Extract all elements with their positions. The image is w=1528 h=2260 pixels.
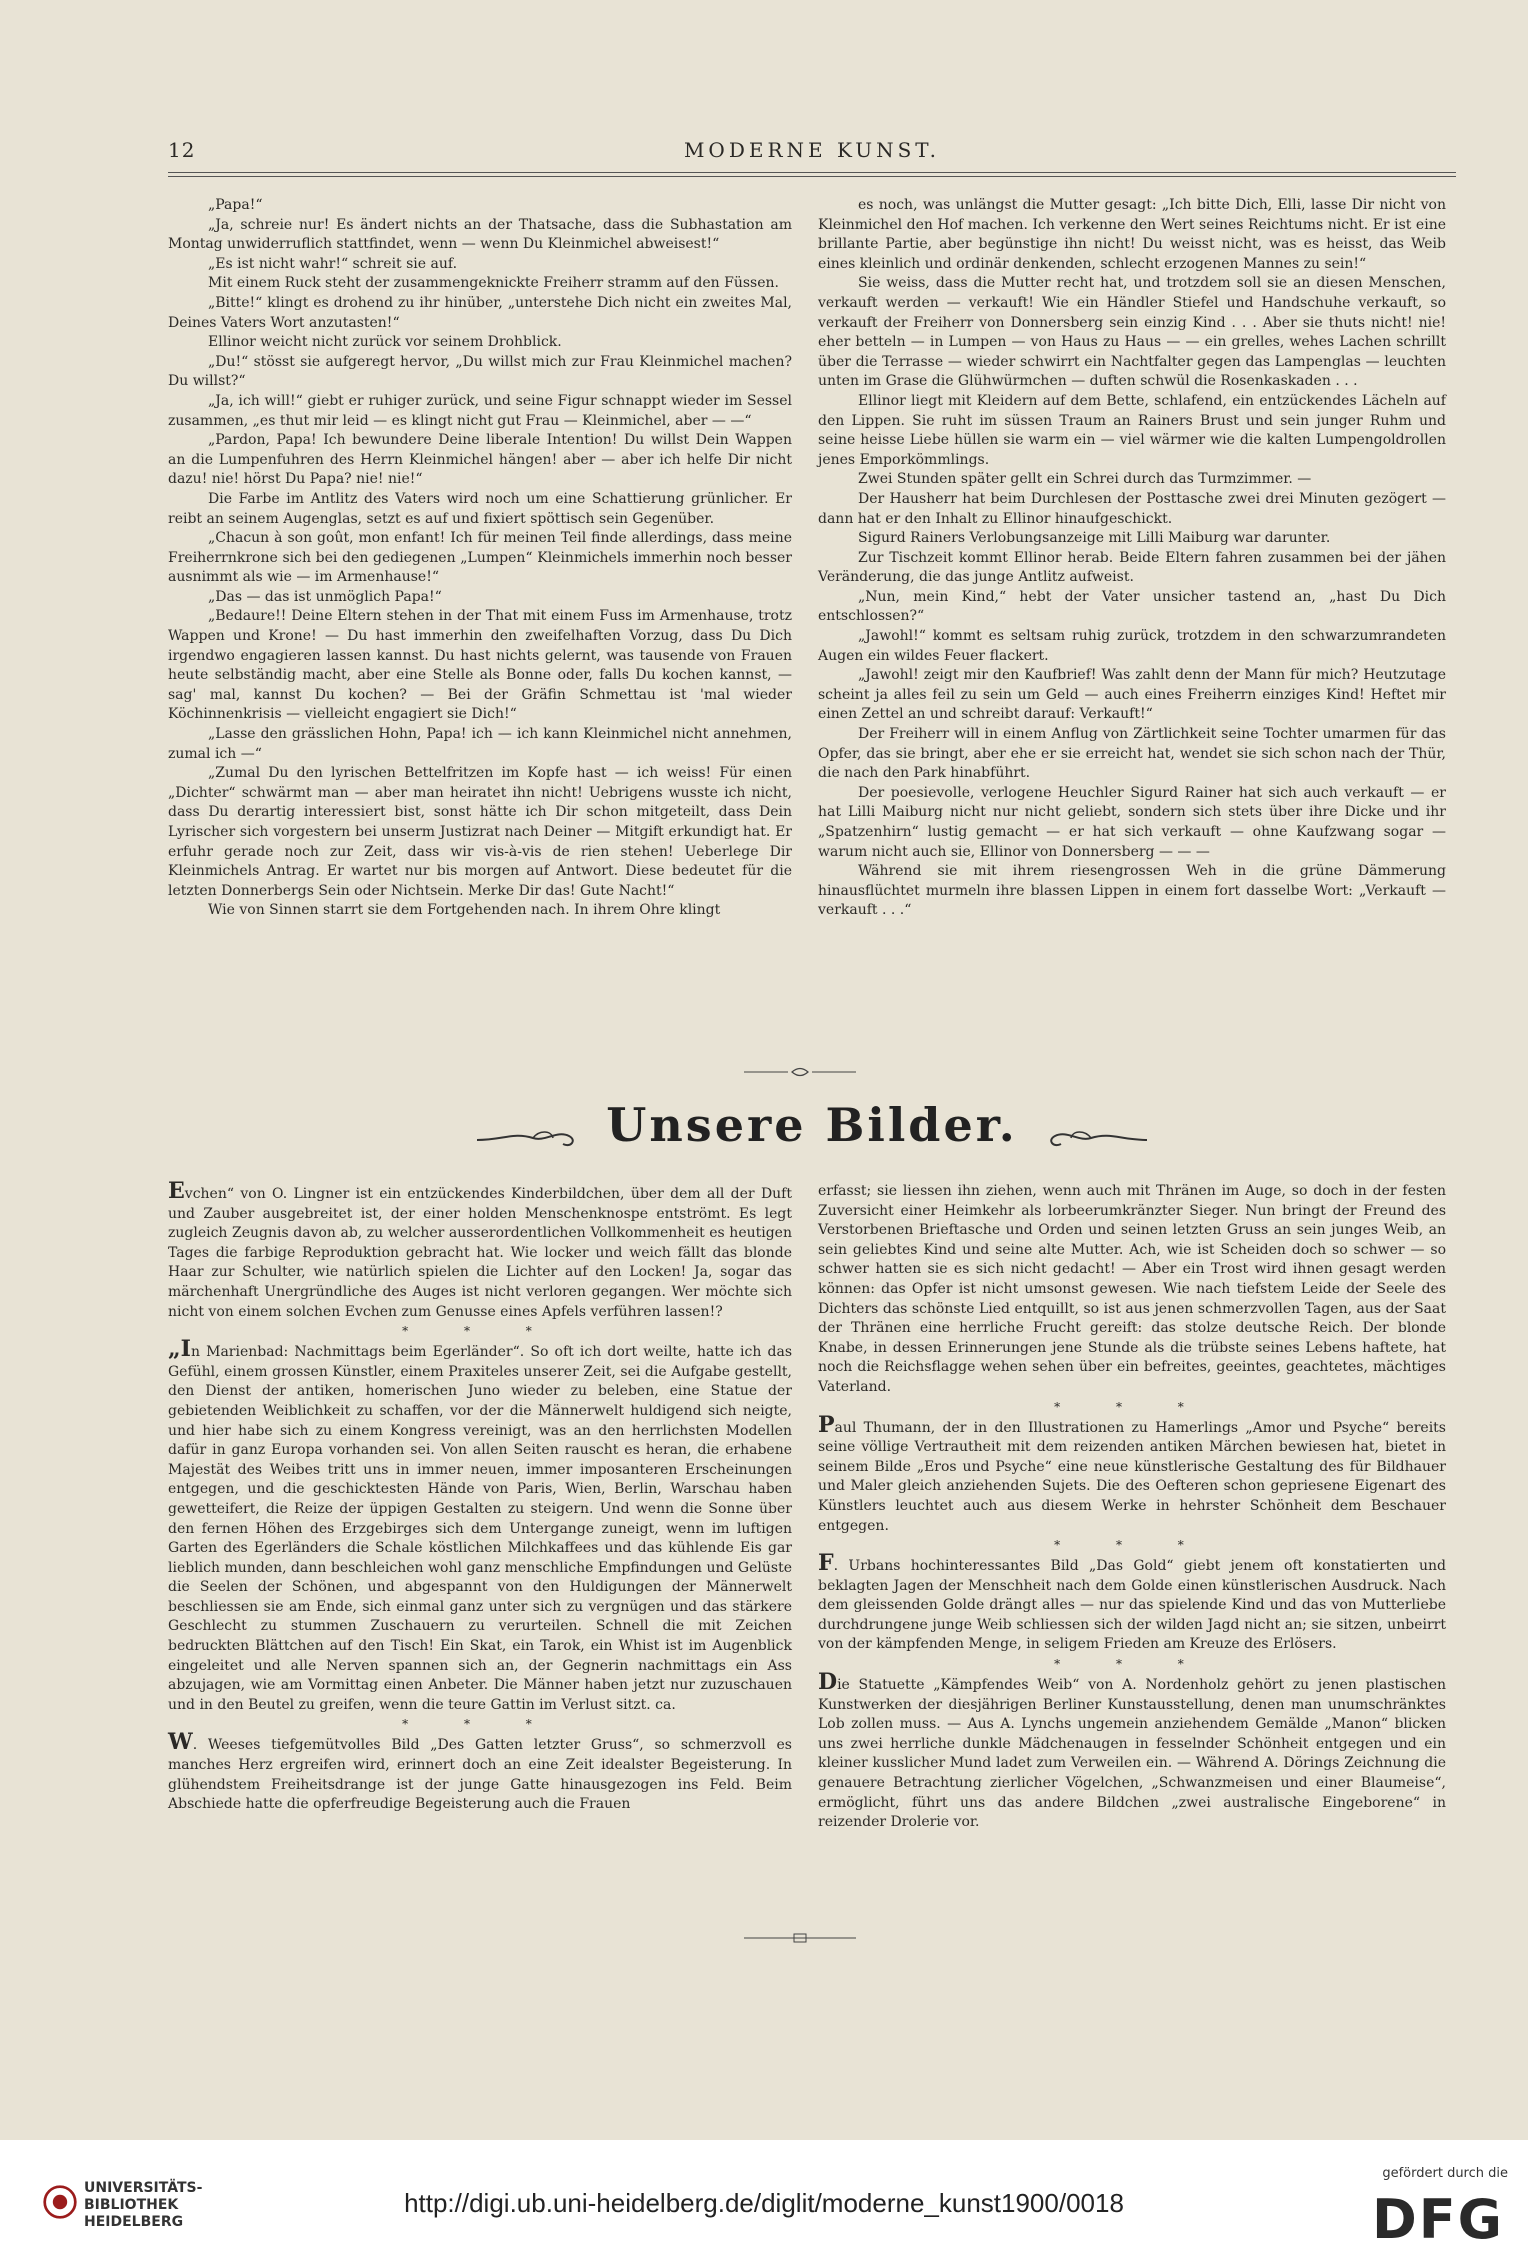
initial-letter: W <box>168 1729 193 1756</box>
picture-description <box>818 1411 1446 1537</box>
right-flourish-icon <box>1041 1122 1151 1152</box>
section-separator-stars: * * * <box>402 1717 558 1732</box>
section-separator-stars: * * * <box>1054 1538 1210 1553</box>
description-text: n Marienbad: Nachmittags beim Egerländer“. So oft ich dort weilte, hatte ich das Gefühl, einem grossen Künstler, einem Praxiteles unserer Zeit, sei die Aufgabe gestellt, den Dienst der antiken, homerischen Juno wieder zu beleben, eine Statue der gebietenden Weiblichkeit zu schaffen, vor der die Männerwelt huldigend sich neigte, und hier habe sich zu einem Kongress vereinigt, was an den herrlichsten Modellen dafür in ganz Europa vorhanden sei. Von allen Seiten rauscht es heran, die erhabene Majestät des Weibes tritt uns in immer neuen, immer imposanteren Erscheinungen entgegen, und die geschicktesten Hände von Paris, Wien, Berlin, Warschau haben gewetteifert, die Reize der üppigen Gestalten zu steigern. Und wenn die Sonne über den fernen Höhen des Erzgebirges sich dem Untergange zuneigt, wenn im luftigen Garten des Egerländers die Schale köstlichen Milchkaffees und das kühlende Eis gar lieblich munden, dann beschleichen wohl ganz menschliche Empfindungen und Gelüste die Seelen der Schönen, und abgespannt von den Huldigungen der Männerwelt beschliessen sie am Ende, sich einmal ganz unter sich zu vergnügen und das stärkere Geschlecht zu stummen Zuschauern zu verurteilen. Schnell die mit Zeichen bedruckten Blättchen auf den Tisch! Ein Skat, ein Tarok, ein Whist ist im Augenblick eingeleitet und alle Nerven spannen sich an, der Gegnerin nachmittags ein Ass abzujagen, wie am Vormittag einen Anbeter. Die Männer haben jetzt nur zuzuschauen und in den Beutel zu greifen, wenn die teure Gattin im Verlust sitzt. ca. <box>168 1344 792 1713</box>
story-paragraph: „Jawohl!“ kommt es seltsam ruhig zurück, trotzdem in den schwarzumrandeten Augen ein wildes Feuer flackert. <box>818 628 1446 664</box>
story-paragraph: Ellinor weicht nicht zurück vor seinem Drohblick. <box>208 334 562 351</box>
story-column-left <box>168 196 792 921</box>
story-paragraph: Zur Tischzeit kommt Ellinor herab. Beide Eltern fahren zusammen bei der jähen Veränderung, die das junge Antlitz aufweist. <box>818 549 1446 586</box>
description-text: . Weeses tiefgemütvolles Bild „Des Gatten letzter Gruss“, so schmerzvoll es manches Herz ergreifen wird, erinnert doch an eine Zeit idealster Begeisterung. In glühendstem Freiheitsdrange ist der junge Gatte hinausgezogen ins Feld. Beim Abschiede hatte die opferfreudige Begeisterung auch die Frauen <box>168 1737 792 1813</box>
picture-description <box>168 1336 792 1715</box>
description-text: aul Thumann, der in den Illustrationen zu Hamerlings „Amor und Psyche“ bereits seine völlige Vertrautheit mit dem reizenden antiken Märchen bewiesen hat, bietet in seinem Bilde „Eros und Psyche“ eine neue künstlerische Gestaltung des für Bildhauer und Maler gleich anziehenden Sujets. Die des Oefteren schon gepriesene Eigenart des Künstlers leuchtet auch aus diesem Werke in hehrster Schönheit dem Beschauer entgegen. <box>818 1419 1446 1534</box>
section-separator-stars: * * * <box>1054 1657 1210 1672</box>
story-paragraph: „Du!“ stösst sie aufgeregt hervor, „Du willst mich zur Frau Kleinmichel machen? Du willst?“ <box>168 353 792 390</box>
library-line: HEIDELBERG <box>84 2214 184 2230</box>
story-paragraph: Sie weiss, dass die Mutter recht hat, und trotzdem soll sie an diesen Menschen, verkauft werden — verkauft! Wie ein Händler Stiefel und Handschuhe verkauft, so verkauft der Freiherr von Donnersberg sein einzig Kind . . . Aber sie thuts nicht! nie! eher betteln — in Lumpen — von Haus zu Haus — — ein grelles, wehes Lachen schrillt über die Terrasse — wieder schwirrt ein Nachtfalter gegen das Lampenglas — leuchten unten im Grase die Glühwürmchen — duften schwül die Rosenkaskaden . . . <box>818 275 1446 390</box>
bilder-column-left <box>168 1178 792 1815</box>
initial-letter: F <box>818 1550 834 1577</box>
story-paragraph: „Pardon, Papa! Ich bewundere Deine liberale Intention! Du willst Dein Wappen an die Lumpenfuhren des Herrn Kleinmichel hängen! aber — aber ich helfe Dir nicht dazu! nie! hörst Du Papa? nie! nie!“ <box>168 432 792 488</box>
story-paragraph: Ellinor liegt mit Kleidern auf dem Bette, schlafend, ein entzückendes Lächeln auf den Lippen. Sie ruht im süssen Traum an Rainers Brust und sein junger Ruhm und seine heisse Liebe hüllen sie warm ein — viel wärmer wie die kalten Lumpengoldrollen jenes Emporkömmlings. <box>818 392 1446 468</box>
description-text: . Urbans hochinteressantes Bild „Das Gold“ giebt jenem oft konstatierten und beklagten Jagen der Menschheit nach dem Golde einen künstlerischen Ausdruck. Nach dem gleissenden Golde drängt alles — nur das spielende Kind und das von Mutterliebe durchdrungene junge Weib schliessen sich der wilden Jagd nicht an; sie sitzen, unbeirrt von der kämpfenden Menge, in seligem Frieden am Kreuze des Erlösers. <box>818 1558 1446 1653</box>
story-paragraph: Der poesievolle, verlogene Heuchler Sigurd Rainer hat sich auch verkauft — er hat Lilli Maiburg nicht nur nicht geliebt, sondern sich stets über ihre Dicke und ihr „Spatzenhirn“ lustig gemacht — er hat sich verkauft — ohne Kaufzwang sogar — warum nicht auch sie, Ellinor von Donnersberg — — — <box>818 784 1446 860</box>
page-end-ornament <box>700 1930 900 1949</box>
page-header <box>168 138 1456 168</box>
picture-description <box>168 1178 792 1322</box>
header-rule <box>168 172 1456 173</box>
section-heading <box>168 1098 1456 1168</box>
dfg-logo: DFG <box>1371 2188 1504 2251</box>
ornament-icon <box>740 1064 860 1080</box>
story-paragraph: Während sie mit ihrem riesengrossen Weh in die grüne Dämmerung hinausflüchtet murmeln ihre blassen Lippen in einem fort dasselbe Wort: „Verkauft — verkauft . . .“ <box>818 863 1446 919</box>
header-rule-thin <box>168 176 1456 177</box>
story-paragraph: Wie von Sinnen starrt sie dem Fortgehenden nach. In ihrem Ohre klingt <box>208 902 721 919</box>
story-paragraph: „Ja, ich will!“ giebt er ruhiger zurück, und seine Figur schnappt wieder im Sessel zusammen, „es thut mir leid — es klingt nicht gut Frau — Kleinmichel, aber — —“ <box>168 392 792 429</box>
description-text: erfasst; sie liessen ihn ziehen, wenn auch mit Thränen im Auge, so doch in der festen Zuversicht einer Heimkehr als lorbeerumkränzter Sieger. Nun bringt der Freund des Verstorbenen Brieftasche und Orden und seinen letzten Gruss an sein junges Weib, an sein geliebtes Kind und seine alte Mutter. Ach, wie ist Scheiden doch so schwer — so schwer hatten sie es sich nicht gedacht! — Aber ein Trost wird ihnen gesagt werden können: das Opfer ist nicht umsonst gewesen. Wie nach tiefstem Leide der Seele des Dichters das schönste Lied entquillt, so ist aus jenen schmerzvollen Tagen, aus der Saat der Thränen eine herrliche Frucht gereift: das stolze deutsche Reich. Der blonde Knabe, in dessen Erinnerungen jene Stunde als die trübste seines Lebens haftete, hat noch die Reichsflagge wehen sehen über ein befreites, geeintes, geachtetes, mächtiges Vaterland. <box>818 1183 1446 1395</box>
story-column-right <box>818 196 1446 921</box>
left-flourish-icon <box>473 1122 583 1152</box>
source-url[interactable]: http://digi.ub.uni-heidelberg.de/diglit/moderne_kunst1900/0018 <box>404 2188 1124 2218</box>
story-paragraph: „Chacun à son goût, mon enfant! Ich für meinen Teil finde allerdings, dass meine Freiherrnkrone sich bei den gediegenen „Lumpen“ Kleinmichels immerhin noch besser ausnimmt als wie — im Armenhause!“ <box>168 530 792 586</box>
story-paragraph: „Ja, schreie nur! Es ändert nichts an der Thatsache, dass die Subhastation am Montag unwiderruflich stattfindet, wenn — wenn Du Kleinmichel abweisest!“ <box>168 216 792 253</box>
library-line: BIBLIOTHEK <box>84 2197 179 2213</box>
story-paragraph: Die Farbe im Antlitz des Vaters wird noch um eine Schattierung grünlicher. Er reibt an seinem Augenglas, setzt es auf und fixiert spöttisch sein Gegenüber. <box>168 490 792 527</box>
story-paragraph: „Das — das ist unmöglich Papa!“ <box>208 588 442 605</box>
library-line: UNIVERSITÄTS- <box>84 2180 203 2196</box>
story-paragraph: „Bitte!“ klingt es drohend zu ihr hinüber, „unterstehe Dich nicht ein zweites Mal, Deines Vaters Wort anzutasten!“ <box>168 294 792 331</box>
story-end-ornament <box>700 1064 900 1084</box>
picture-description <box>818 1182 1446 1398</box>
story-paragraph: „Lasse den grässlichen Hohn, Papa! ich — ich kann Kleinmichel nicht annehmen, zumal ich —“ <box>168 726 792 762</box>
footer-bar <box>0 2140 1528 2260</box>
section-separator-stars: * * * <box>1054 1399 1210 1414</box>
running-title: MODERNE KUNST. <box>683 138 941 162</box>
picture-description <box>168 1729 792 1814</box>
picture-description <box>818 1669 1446 1833</box>
story-paragraph: Sigurd Rainers Verlobungsanzeige mit Lilli Maiburg war darunter. <box>858 530 1331 547</box>
section-title: Unsere Bilder. <box>606 1098 1018 1152</box>
page-number: 12 <box>168 138 196 162</box>
story-paragraph: „Es ist nicht wahr!“ schreit sie auf. <box>208 255 458 272</box>
initial-letter: P <box>818 1411 835 1438</box>
initial-letter: E <box>168 1178 185 1204</box>
section-separator-stars: * * * <box>402 1324 558 1339</box>
story-paragraph: „Papa!“ <box>208 197 263 213</box>
story-paragraph: Mit einem Ruck steht der zusammengeknickte Freiherr stramm auf den Füssen. <box>208 275 779 292</box>
story-paragraph: Der Freiherr will in einem Anflug von Zärtlichkeit seine Tochter umarmen für das Opfer, das sie bringt, aber ehe er sie erreicht hat, wendet sie sich schon nach der Thür, die nach den Park hinabführt. <box>818 726 1446 782</box>
funding-caption: gefördert durch die <box>1382 2166 1508 2181</box>
bilder-column-right <box>818 1182 1446 1833</box>
story-paragraph: „Bedaure!! Deine Eltern stehen in der That mit einem Fuss im Armenhause, trotz Wappen und Krone! — Du hast immerhin den zweifelhaften Vorzug, dass Du Dich irgendwo engagieren lassen kannst. Du hast nichts gelernt, was tausende von Frauen heute selbständig macht, aber eine Stelle als Bonne oder, falls Du kochen kannst, — sag' mal, kannst Du kochen? — Bei der Gräfin Schmettau ist 'mal wieder Köchinnenkrisis — vielleicht engagiert sie Dich!“ <box>168 608 792 723</box>
story-paragraph: Zwei Stunden später gellt ein Schrei durch das Turmzimmer. — <box>858 471 1312 488</box>
picture-description <box>818 1550 1446 1655</box>
story-paragraph: „Nun, mein Kind,“ hebt der Vater unsicher tastend an, „hast Du Dich entschlossen?“ <box>818 588 1446 625</box>
story-paragraph: Der Hausherr hat beim Durchlesen der Posttasche zwei drei Minuten gezögert — dann hat er den Inhalt zu Ellinor hinaufgeschickt. <box>818 490 1446 527</box>
story-paragraph: „Jawohl! zeigt mir den Kaufbrief! Was zahlt denn der Mann für mich? Heutzutage scheint ja alles feil zu sein um Geld — auch eines Freiherrn einziges Kind! Heftet mir einen Zettel an und schreibt darauf: Verkauft!“ <box>818 667 1446 723</box>
description-text: ie Statuette „Kämpfendes Weib“ von A. Nordenholz gehört zu jenen plastischen Kunstwerken der diesjährigen Berliner Kunstausstellung, denen man unumschränktes Lob zollen muss. — Aus A. Lynchs ungemein anziehendem Gemälde „Manon“ blicken uns zwei herrliche dunkle Mädchenaugen in fesselnder Schönheit entgegen und ein kleiner kusslicher Mund ladet zum Verweilen ein. — Während A. Dörings Zeichnung die genauere Betrachtung zierlicher Vögelchen, „Schwanzmeisen und einer Blaumeise“, ermöglicht, führt uns das andere Bildchen „zwei australische Eingeborene“ in reizender Drolerie vor. <box>818 1677 1446 1831</box>
story-paragraph: es noch, was unlängst die Mutter gesagt: „Ich bitte Dich, Elli, lasse Dir nicht von Kleinmichel den Hof machen. Ich verkenne den Wert seines Reichtums nicht. Er ist eine brillante Partie, aber begünstige ihn nicht! Du weisst nicht, was es heisst, das Weib eines kleinlich und ordinär denkenden, schlecht erzogenen Mannes zu sein!“ <box>818 197 1446 272</box>
initial-letter: D <box>818 1669 838 1696</box>
description-text: vchen“ von O. Lingner ist ein entzückendes Kinderbildchen, über dem all der Duft und Zauber ausgebreitet ist, der einer holden Menschenknospe entströmt. Es legt zugleich Zeugnis davon ab, zu welcher ausserordentlichen Vollkommenheit es heutigen Tages die farbige Reproduktion gebracht hat. Wie locker und weich fällt das blonde Haar zur Schulter, wie natürlich spielen die Lichter auf den Locken! Ja, sogar das märchenhaft Unergründliche des Auges ist nicht verloren gegangen. Wer möchte sich nicht von einem solchen Evchen zum Genusse eines Apfels verführen lassen!? <box>168 1186 792 1320</box>
story-paragraph: „Zumal Du den lyrischen Bettelfritzen im Kopfe hast — ich weiss! Für einen „Dichter“ schwärmt man — aber man heiratet ihn nicht! Uebrigens wusste ich nicht, dass Du derartig interessiert bist, sonst hätte ich Dir schon mitgeteilt, dass Dein Lyrischer sich vorgestern bei unserm Justizrat nach Deiner — Mitgift erkundigt hat. Er erfuhr gerade noch zur Zeit, dass wir vis-à-vis de rien stehen! Ueberlege Dir Kleinmichels Antrag. Er wartet nur bis morgen auf Antwort. Diese bedeutet für die letzten Donnerbergs Sein oder Nichtsein. Merke Dir das! Gute Nacht!“ <box>168 765 792 899</box>
ornament-icon <box>740 1931 860 1945</box>
initial-letter: „I <box>168 1336 191 1363</box>
